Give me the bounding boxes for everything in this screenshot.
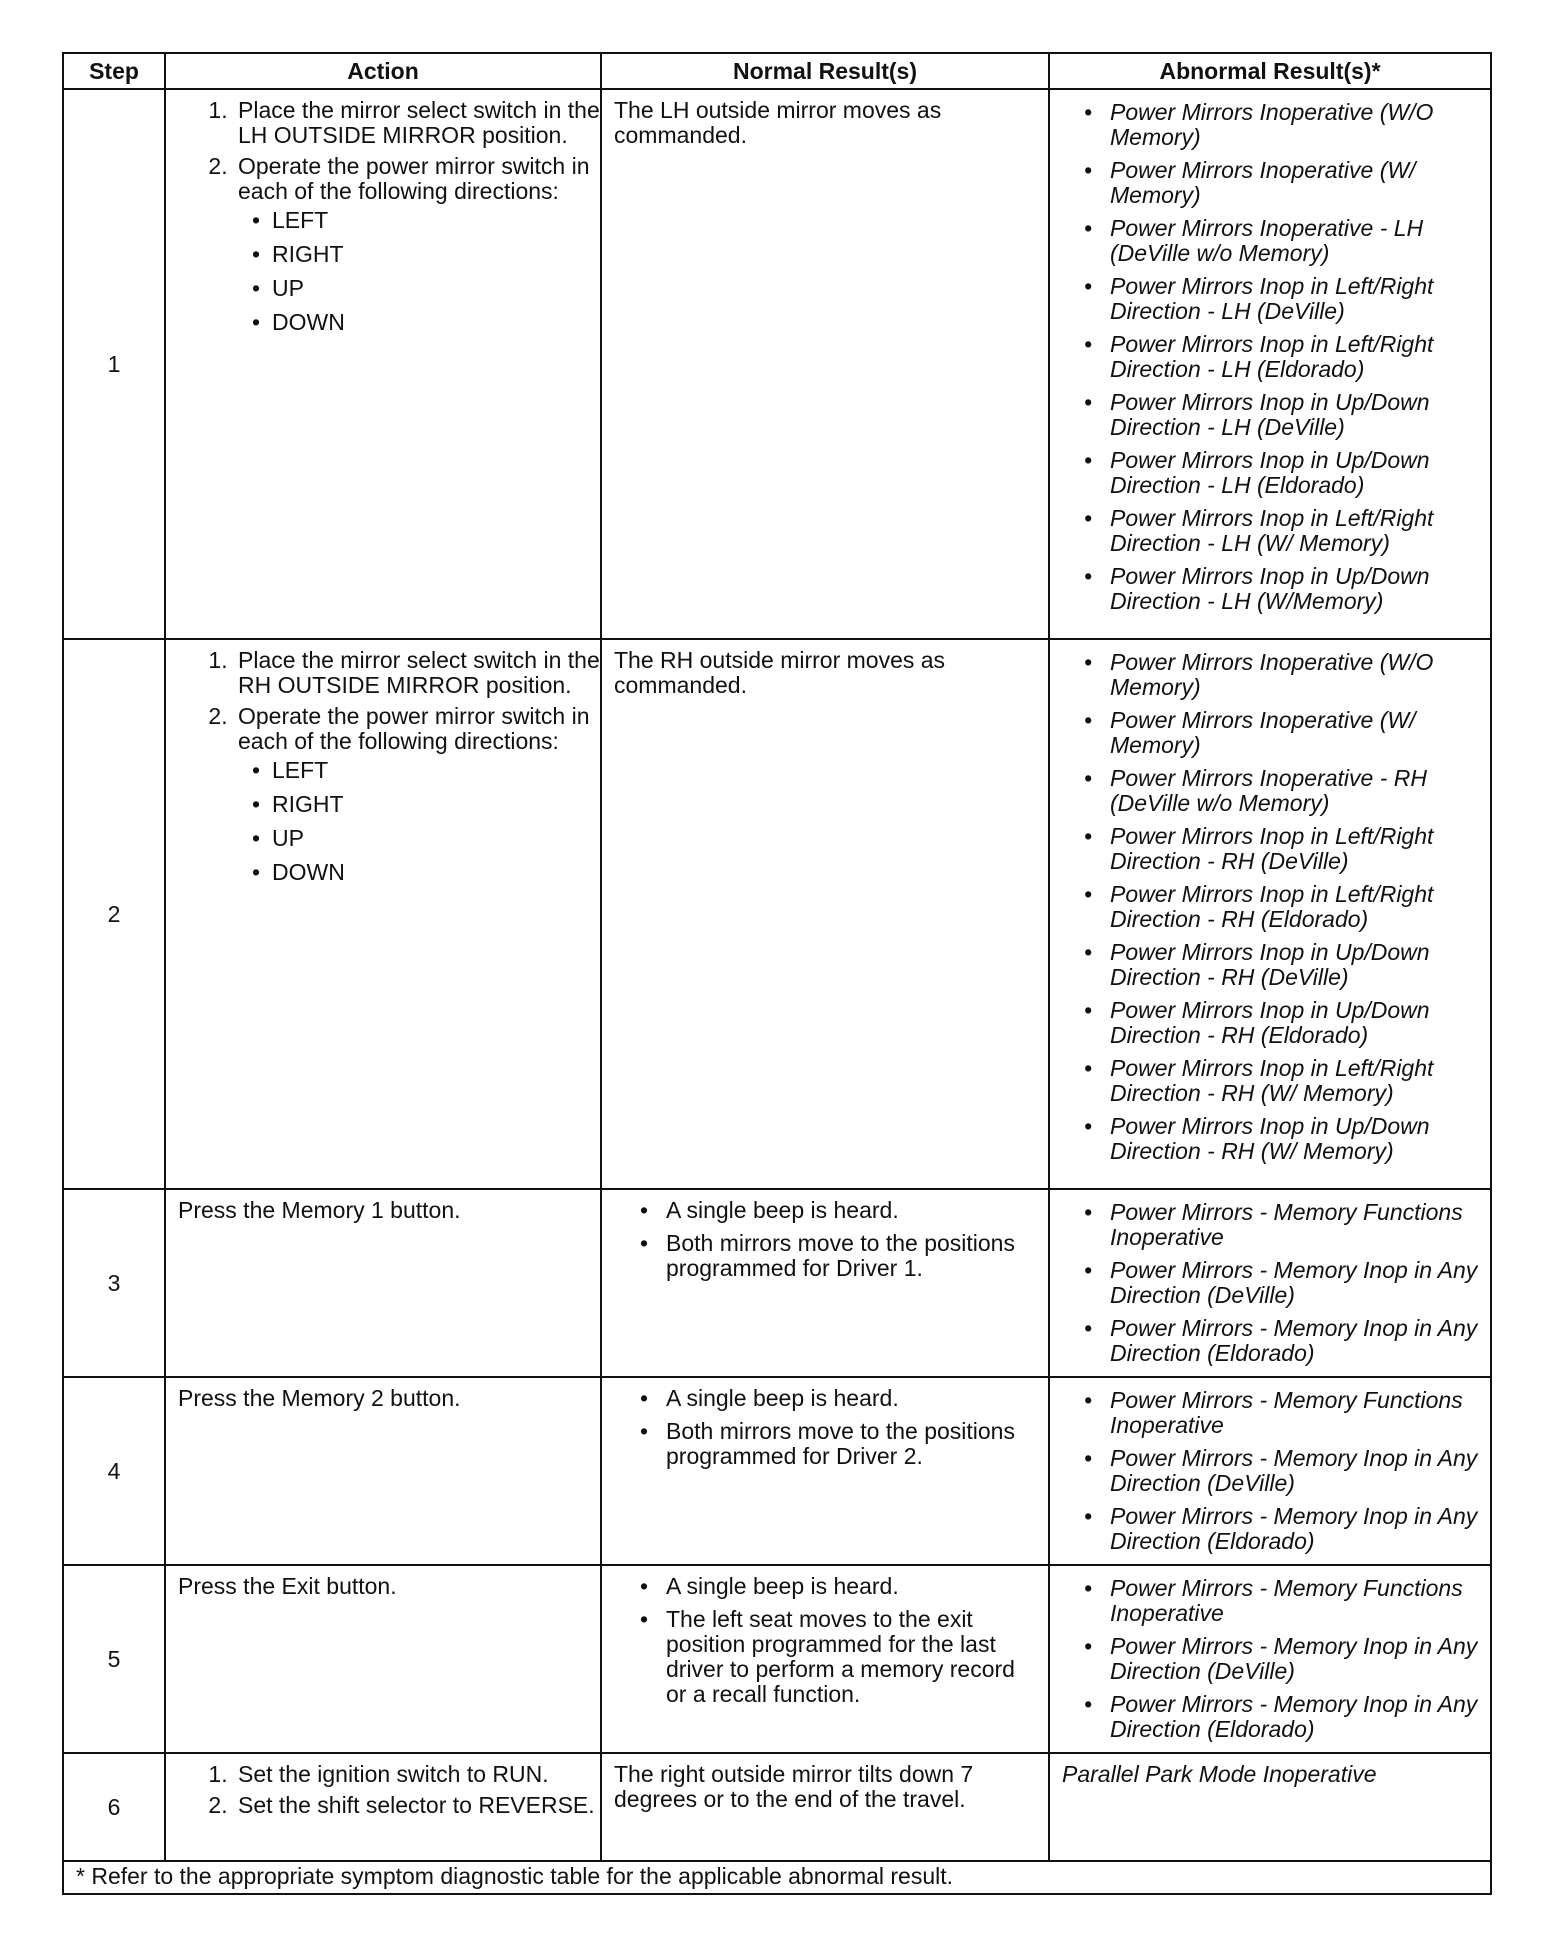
abnormal-item: • Power Mirrors Inop in Up/Down Direction - LH (DeVille) xyxy=(1084,390,1482,440)
action-text: Press the Exit button. xyxy=(178,1573,397,1599)
abnormal-item: • Power Mirrors Inop in Up/Down Direction - LH (W/Memory) xyxy=(1084,564,1482,614)
abnormal-item: • Power Mirrors Inoperative (W/O Memory) xyxy=(1084,650,1482,700)
normal-item: • A single beep is heard. xyxy=(640,1574,1040,1599)
abnormal-item: • Power Mirrors - Memory Inop in Any Direction (DeVille) xyxy=(1084,1634,1482,1684)
abnormal-item: • Power Mirrors Inop in Left/Right Direction - LH (Eldorado) xyxy=(1084,332,1482,382)
direction-item: • UP xyxy=(252,826,600,851)
normal-result-cell xyxy=(601,639,1049,1189)
abnormal-item: • Power Mirrors - Memory Functions Inoperative xyxy=(1084,1200,1482,1250)
abnormal-list xyxy=(1050,100,1490,614)
direction-item: • UP xyxy=(252,276,600,301)
abnormal-item: • Power Mirrors - Memory Functions Inoperative xyxy=(1084,1576,1482,1626)
abnormal-item: • Power Mirrors - Memory Inop in Any Direction (Eldorado) xyxy=(1084,1316,1482,1366)
diagnostic-table xyxy=(62,52,1492,1895)
direction-item: • DOWN xyxy=(252,310,600,335)
abnormal-list xyxy=(1050,1576,1490,1742)
abnormal-result-cell xyxy=(1049,1565,1491,1753)
abnormal-list xyxy=(1050,1388,1490,1554)
abnormal-item: • Power Mirrors Inop in Left/Right Direction - RH (W/ Memory) xyxy=(1084,1056,1482,1106)
abnormal-result: Parallel Park Mode Inoperative xyxy=(1062,1761,1377,1787)
table-row xyxy=(63,89,1491,639)
normal-list xyxy=(602,1386,1048,1469)
step-number: 6 xyxy=(63,1753,165,1861)
abnormal-item: • Power Mirrors Inoperative (W/ Memory) xyxy=(1084,708,1482,758)
normal-item: • Both mirrors move to the positions programmed for Driver 2. xyxy=(640,1419,1040,1469)
footnote: * Refer to the appropriate symptom diagnostic table for the applicable abnormal result. xyxy=(63,1861,1491,1894)
table-row xyxy=(63,1565,1491,1753)
action-cell xyxy=(165,1189,601,1377)
direction-item: • LEFT xyxy=(252,758,600,783)
step-number: 4 xyxy=(63,1377,165,1565)
header-abnormal-results: Abnormal Result(s)* xyxy=(1049,53,1491,89)
action-steps xyxy=(166,98,600,335)
abnormal-result-cell xyxy=(1049,1189,1491,1377)
abnormal-item: • Power Mirrors - Memory Inop in Any Direction (Eldorado) xyxy=(1084,1692,1482,1742)
direction-item: • LEFT xyxy=(252,208,600,233)
abnormal-item: • Power Mirrors - Memory Functions Inoperative xyxy=(1084,1388,1482,1438)
action-text: Press the Memory 2 button. xyxy=(178,1385,461,1411)
action-cell xyxy=(165,1753,601,1861)
normal-item: • A single beep is heard. xyxy=(640,1386,1040,1411)
abnormal-item: • Power Mirrors Inop in Up/Down Direction - RH (DeVille) xyxy=(1084,940,1482,990)
footnote-row xyxy=(63,1861,1491,1894)
direction-list xyxy=(238,758,600,885)
action-step: 1. Set the ignition switch to RUN. xyxy=(234,1762,600,1787)
action-steps xyxy=(166,648,600,885)
action-step: 1. Place the mirror select switch in the RH OUTSIDE MIRROR position. xyxy=(234,648,600,698)
abnormal-result-cell xyxy=(1049,89,1491,639)
normal-result: The LH outside mirror moves as commanded. xyxy=(614,97,942,148)
header-normal-results: Normal Result(s) xyxy=(601,53,1049,89)
step-number: 1 xyxy=(63,89,165,639)
abnormal-result-cell xyxy=(1049,1377,1491,1565)
abnormal-result-cell xyxy=(1049,639,1491,1189)
step-number: 5 xyxy=(63,1565,165,1753)
abnormal-item: • Power Mirrors Inop in Up/Down Direction - RH (Eldorado) xyxy=(1084,998,1482,1048)
direction-item: • DOWN xyxy=(252,860,600,885)
abnormal-item: • Power Mirrors - Memory Inop in Any Direction (DeVille) xyxy=(1084,1258,1482,1308)
abnormal-item: • Power Mirrors - Memory Inop in Any Direction (Eldorado) xyxy=(1084,1504,1482,1554)
normal-item: • A single beep is heard. xyxy=(640,1198,1040,1223)
direction-list xyxy=(238,208,600,335)
normal-result-cell xyxy=(601,1565,1049,1753)
direction-item: • RIGHT xyxy=(252,242,600,267)
action-step: 2. Operate the power mirror switch in each of the following directions: • LEFT • RIGHT • UP • DOWN xyxy=(234,704,600,885)
abnormal-item: • Power Mirrors Inop in Up/Down Direction - RH (W/ Memory) xyxy=(1084,1114,1482,1164)
abnormal-item: • Power Mirrors Inoperative (W/ Memory) xyxy=(1084,158,1482,208)
normal-result-cell xyxy=(601,1753,1049,1861)
abnormal-item: • Power Mirrors Inop in Left/Right Direction - RH (DeVille) xyxy=(1084,824,1482,874)
step-number: 3 xyxy=(63,1189,165,1377)
table-row xyxy=(63,639,1491,1189)
action-cell xyxy=(165,639,601,1189)
action-steps xyxy=(166,1762,600,1818)
action-step: 2. Set the shift selector to REVERSE. xyxy=(234,1793,600,1818)
abnormal-result-cell xyxy=(1049,1753,1491,1861)
abnormal-item: • Power Mirrors - Memory Inop in Any Direction (DeVille) xyxy=(1084,1446,1482,1496)
header-action: Action xyxy=(165,53,601,89)
table-row xyxy=(63,1189,1491,1377)
abnormal-list xyxy=(1050,650,1490,1164)
abnormal-item: • Power Mirrors Inop in Left/Right Direction - RH (Eldorado) xyxy=(1084,882,1482,932)
header-row xyxy=(63,53,1491,89)
action-cell xyxy=(165,1377,601,1565)
normal-result: The right outside mirror tilts down 7 degrees or to the end of the travel. xyxy=(614,1761,974,1812)
normal-list xyxy=(602,1198,1048,1281)
table-row xyxy=(63,1377,1491,1565)
action-text: Press the Memory 1 button. xyxy=(178,1197,461,1223)
action-cell xyxy=(165,89,601,639)
normal-result-cell xyxy=(601,89,1049,639)
abnormal-item: • Power Mirrors Inop in Up/Down Direction - LH (Eldorado) xyxy=(1084,448,1482,498)
abnormal-item: • Power Mirrors Inoperative - RH (DeVille w/o Memory) xyxy=(1084,766,1482,816)
normal-result-cell xyxy=(601,1377,1049,1565)
normal-item: • Both mirrors move to the positions programmed for Driver 1. xyxy=(640,1231,1040,1281)
abnormal-list xyxy=(1050,1200,1490,1366)
abnormal-item: • Power Mirrors Inop in Left/Right Direction - LH (W/ Memory) xyxy=(1084,506,1482,556)
normal-result-cell xyxy=(601,1189,1049,1377)
action-step: 2. Operate the power mirror switch in each of the following directions: • LEFT • RIGHT • UP • DOWN xyxy=(234,154,600,335)
direction-item: • RIGHT xyxy=(252,792,600,817)
normal-result: The RH outside mirror moves as commanded. xyxy=(614,647,946,698)
step-number: 2 xyxy=(63,639,165,1189)
action-cell xyxy=(165,1565,601,1753)
abnormal-item: • Power Mirrors Inop in Left/Right Direction - LH (DeVille) xyxy=(1084,274,1482,324)
action-step: 1. Place the mirror select switch in the LH OUTSIDE MIRROR position. xyxy=(234,98,600,148)
table-row xyxy=(63,1753,1491,1861)
abnormal-item: • Power Mirrors Inoperative - LH (DeVille w/o Memory) xyxy=(1084,216,1482,266)
normal-list xyxy=(602,1574,1048,1707)
abnormal-item: • Power Mirrors Inoperative (W/O Memory) xyxy=(1084,100,1482,150)
header-step: Step xyxy=(63,53,165,89)
normal-item: • The left seat moves to the exit position programmed for the last driver to perform a memory record or a recall function. xyxy=(640,1607,1040,1707)
